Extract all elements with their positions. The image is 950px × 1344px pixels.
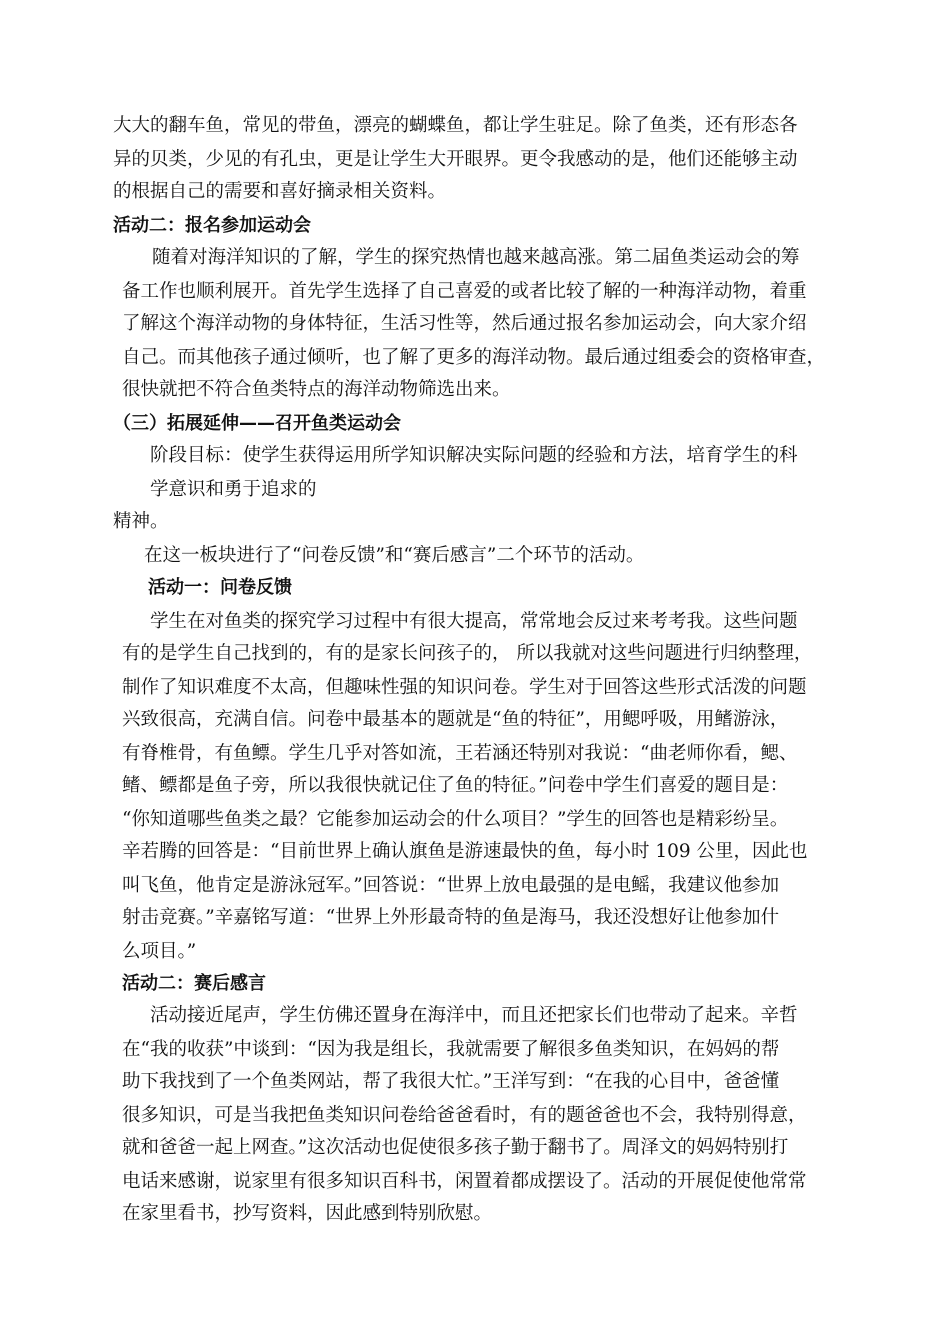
text-line: 在“我的收获”中谈到：“因为我是组长，我就需要了解很多鱼类知识，在妈妈的帮 [122,1039,780,1060]
section-heading: 活动二：赛后感言 [122,973,266,994]
text-line: 活动接近尾声，学生仿佛还置身在海洋中，而且还把家长们也带动了起来。辛哲 [150,1005,798,1026]
text-line: 鳍、鳔都是鱼子旁，所以我很快就记住了鱼的特征。”问卷中学生们喜爱的题目是： [122,775,789,796]
text-line: “你知道哪些鱼类之最？它能参加运动会的什么项目？”学生的回答也是精彩纷呈。 [122,809,789,830]
text-line: 的根据自己的需要和喜好摘录相关资料。 [113,181,447,202]
text-line: 就和爸爸一起上网查。”这次活动也促使很多孩子勤于翻书了。周泽文的妈妈特别打 [122,1137,789,1158]
text-line: 大大的翻车鱼，常见的带鱼，漂亮的蝴蝶鱼，都让学生驻足。除了鱼类，还有形态各 [113,115,798,136]
text-line: 辛若腾的回答是：“目前世界上确认旗鱼是游速最快的鱼，每小时 109 公里，因此也 [122,841,808,862]
text-line: 备工作也顺利展开。首先学生选择了自己喜爱的或者比较了解的一种海洋动物，着重 [122,281,807,302]
section-heading: 活动二：报名参加运动会 [113,215,311,236]
text-line: 很快就把不符合鱼类特点的海洋动物筛选出来。 [122,379,511,400]
text-line: 异的贝类，少见的有孔虫，更是让学生大开眼界。更令我感动的是，他们还能够主动 [113,149,798,170]
text-line: 助下我找到了一个鱼类网站，帮了我很大忙。”王洋写到：“在我的心目中，爸爸懂 [122,1071,780,1092]
text-line: 精神。 [113,511,169,532]
text-line: 兴致很高，充满自信。问卷中最基本的题就是“鱼的特征”，用鳃呼吸，用鳍游泳， [122,709,789,730]
text-line: 了解这个海洋动物的身体特征，生活习性等，然后通过报名参加运动会，向大家介绍 [122,313,807,334]
text-line: 自己。而其他孩子通过倾听，也了解了更多的海洋动物。最后通过组委会的资格审查， [122,347,826,368]
text-line: 在这一板块进行了“问卷反馈”和“赛后感言”二个环节的活动。 [144,545,645,566]
text-line: 射击竞赛。”辛嘉铭写道：“世界上外形最奇特的鱼是海马，我还没想好让他参加什 [122,907,780,928]
text-line: 学意识和勇于追求的 [150,479,317,500]
section-heading: （三）拓展延伸——召开鱼类运动会 [113,413,401,434]
text-line: 在家里看书，抄写资料，因此感到特别欣慰。 [122,1203,493,1224]
text-line: 随着对海洋知识的了解，学生的探究热情也越来越高涨。第二届鱼类运动会的筹 [152,247,800,268]
text-line: 学生在对鱼类的探究学习过程中有很大提高，常常地会反过来考考我。这些问题 [150,611,798,632]
text-line: 阶段目标：使学生获得运用所学知识解决实际问题的经验和方法，培育学生的科 [150,445,798,466]
text-line: 很多知识，可是当我把鱼类知识问卷给爸爸看时，有的题爸爸也不会，我特别得意， [122,1105,807,1126]
text-line: 有脊椎骨，有鱼鳔。学生几乎对答如流，王若涵还特别对我说：“曲老师你看，鳃、 [122,743,798,764]
text-line: 么项目。” [122,941,197,962]
text-line: 有的是学生自己找到的，有的是家长问孩子的， 所以我就对这些问题进行归纳整理， [122,643,813,664]
text-line: 制作了知识难度不太高，但趣味性强的知识问卷。学生对于回答这些形式活泼的问题 [122,677,807,698]
text-line: 叫飞鱼，他肯定是游泳冠军。”回答说：“世界上放电最强的是电鳐，我建议他参加 [122,875,780,896]
section-heading: 活动一：问卷反馈 [148,577,292,598]
text-line: 电话来感谢，说家里有很多知识百科书，闲置着都成摆设了。活动的开展促使他常常 [122,1171,807,1192]
